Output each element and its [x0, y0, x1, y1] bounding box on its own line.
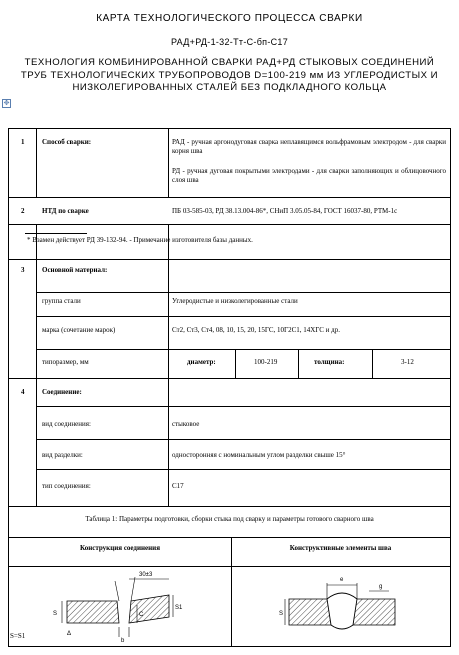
- dim-b: b: [121, 638, 125, 644]
- dim-c: C: [139, 612, 144, 618]
- dim-s: S: [53, 611, 58, 617]
- base-material-label: Основной материал:: [42, 266, 108, 274]
- grid-line: [9, 537, 450, 538]
- subtitle-line-2: ТРУБ ТЕХНОЛОГИЧЕСКИХ ТРУБОПРОВОДОВ D=100-219 мм ИЗ УГЛЕРОДИСТЫХ И: [20, 69, 439, 81]
- process-table: [8, 128, 451, 647]
- col-joint-design: Конструкция соединения: [79, 544, 161, 552]
- ntd-label: НТД по сварке: [42, 207, 89, 215]
- groove-type-value: односторонняя с номинальным углом разделки свыше 15°: [172, 451, 346, 459]
- joint-design-drawing: [53, 569, 184, 644]
- joint-kind-label: тип соединения:: [42, 482, 91, 490]
- connection-type-value: стыковое: [172, 420, 200, 428]
- welding-method-rd: РД - ручная дуговая покрытыми электродами - для сварки заполняющих и облицовочного слоя шва: [172, 167, 446, 184]
- dim-s-weld: S: [279, 611, 284, 617]
- footnote-rule: [25, 233, 87, 234]
- grid-line: [36, 349, 450, 350]
- grid-line: [9, 378, 450, 379]
- weld-elements-drawing: [279, 569, 409, 644]
- grid-line: [36, 469, 450, 470]
- grid-line: [9, 506, 450, 507]
- table1-caption: Таблица 1: Параметры подготовки, сборки стыка под сварку и параметры готового сварного шва: [85, 515, 374, 523]
- subtitle-line-1: ТЕХНОЛОГИЯ КОМБИНИРОВАННОЙ СВАРКИ РАД+РД СТЫКОВЫХ СОЕДИНЕНИЙ: [24, 57, 435, 68]
- ntd-value: ПБ 03-585-03, РД 38.13.004-86*, СНиП 3.05.05-84, ГОСТ 16037-80, РТМ-1с: [172, 207, 398, 215]
- dim-e: e: [340, 577, 344, 583]
- grid-line: [9, 224, 450, 225]
- move-anchor-icon[interactable]: ✥: [3, 99, 10, 107]
- grid-line: [235, 349, 236, 378]
- steel-group-label: группа стали: [42, 297, 81, 305]
- grid-line: [36, 316, 450, 317]
- joint-kind-value: С17: [172, 482, 184, 490]
- size-label: типоразмер, мм: [42, 358, 89, 366]
- dim-top: 30±3: [139, 572, 153, 578]
- groove-type-label: вид разделки:: [42, 451, 83, 459]
- grid-line: [168, 129, 169, 197]
- dim-delta: Δ: [67, 631, 72, 637]
- grid-line: [36, 224, 37, 506]
- grid-line: [168, 224, 169, 506]
- grid-line: [9, 197, 450, 198]
- row-number: 3: [21, 266, 25, 274]
- grid-line: [36, 292, 450, 293]
- connection-label: Соединение:: [42, 388, 82, 396]
- steel-grade-value: Ст2, Ст3, Ст4, 08, 10, 15, 20, 15ГС, 10Г2С1, 14ХГС и др.: [172, 326, 340, 334]
- welding-method-rad: РАД - ручная аргонодуговая сварка неплавящимся вольфрамовым электродом - для сварки корня шва: [172, 138, 446, 155]
- dim-s1: S1: [175, 605, 183, 611]
- subtitle-line-3: НИЗКОЛЕГИРОВАННЫХ СТАЛЕЙ БЕЗ ПОДКЛАДНОГО КОЛЬЦА: [72, 82, 387, 93]
- thickness-label: толщина:: [314, 358, 345, 366]
- doc-title: КАРТА ТЕХНОЛОГИЧЕСКОГО ПРОЦЕССА СВАРКИ: [96, 13, 363, 24]
- welding-method-label: Способ сварки:: [42, 138, 92, 146]
- grid-line: [298, 349, 299, 378]
- row-number: 1: [21, 138, 25, 146]
- grid-line: [36, 406, 450, 407]
- steel-group-value: Углеродистые и низколегированные стали: [172, 297, 298, 305]
- doc-subtitle: [0, 57, 459, 95]
- footnote: * Взамен действует РД 39-132-94. - Примечание изготовителя базы данных.: [27, 236, 253, 244]
- row-number: 4: [21, 388, 25, 396]
- grid-line: [36, 129, 37, 197]
- diameter-value: 100-219: [254, 358, 278, 366]
- diameter-label: диаметр:: [187, 358, 216, 366]
- col-weld-elements: Конструктивные элементы шва: [289, 544, 392, 552]
- connection-type-label: вид соединения:: [42, 420, 91, 428]
- dim-g: g: [379, 584, 383, 590]
- thickness-note: S=S1: [10, 632, 26, 640]
- steel-grade-label: марка (сочетание марок): [42, 326, 116, 334]
- doc-code: РАД+РД-1-32-Тт-С-бп-С17: [170, 37, 289, 47]
- grid-line: [372, 349, 373, 378]
- row-number: 2: [21, 207, 25, 215]
- grid-line: [231, 537, 232, 647]
- grid-line: [36, 439, 450, 440]
- thickness-value: 3-12: [401, 358, 414, 366]
- grid-line: [9, 566, 450, 567]
- grid-line: [9, 259, 450, 260]
